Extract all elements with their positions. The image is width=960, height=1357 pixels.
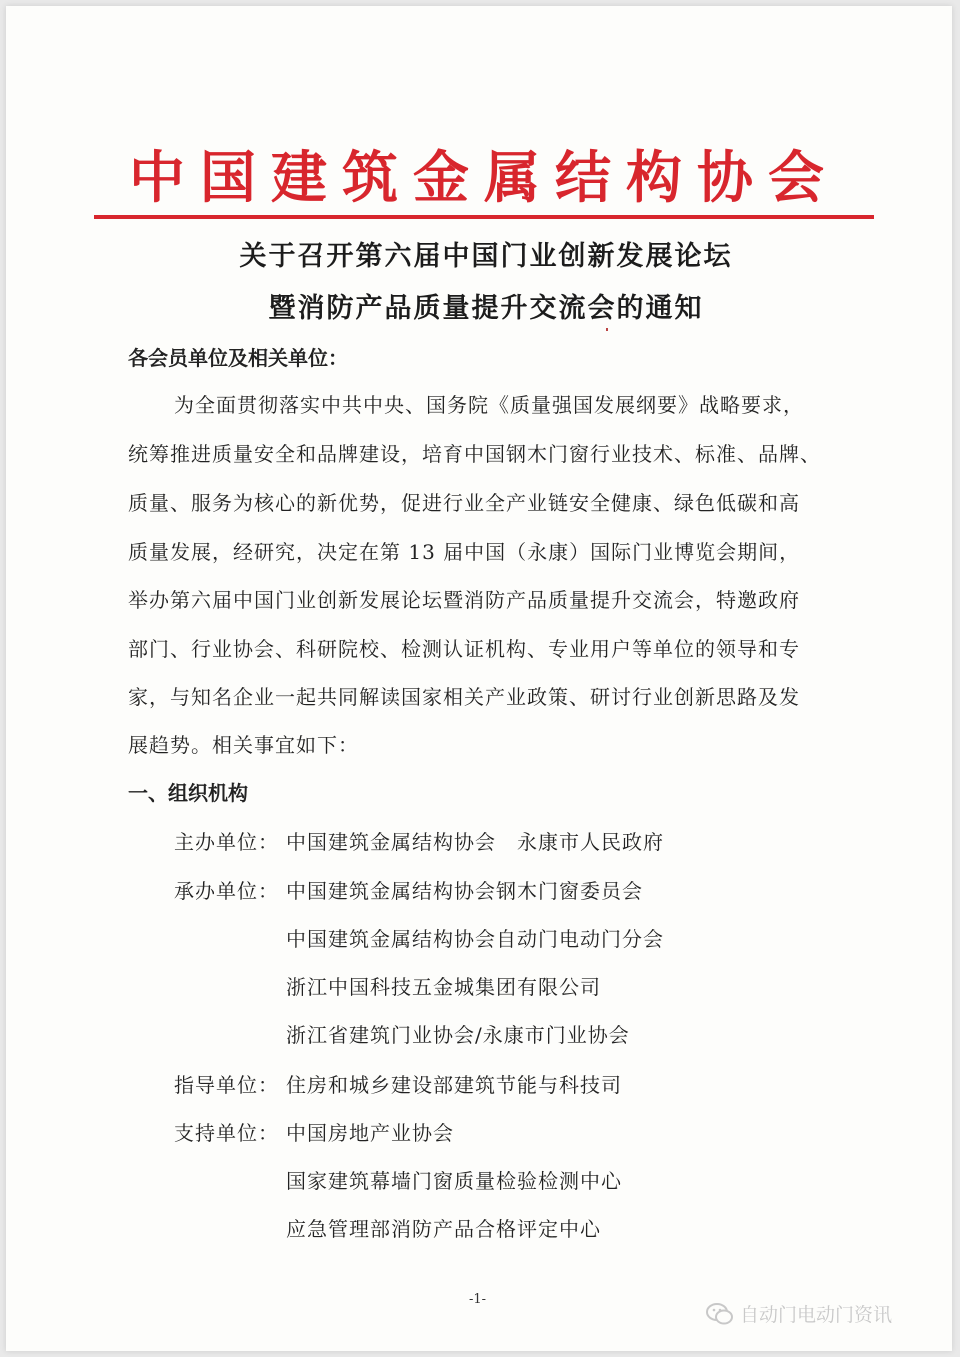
guide-label: 指导单位： bbox=[174, 1073, 279, 1097]
section-heading-organization: 一、组织机构 bbox=[128, 781, 248, 805]
organizer-value: 浙江中国科技五金城集团有限公司 bbox=[286, 975, 601, 999]
host-value: 中国建筑金属结构协会 永康市人民政府 bbox=[286, 830, 664, 854]
salutation: 各会员单位及相关单位： bbox=[128, 346, 348, 370]
body-line: 展趋势。相关事宜如下： bbox=[128, 733, 359, 757]
body-line: 部门、行业协会、科研院校、检测认证机构、专业用户等单位的领导和专 bbox=[128, 637, 800, 661]
wechat-icon bbox=[706, 1302, 734, 1326]
letterhead-org-name: 中国建筑金属结构协会 bbox=[129, 145, 839, 211]
organizer-value: 中国建筑金属结构协会钢木门窗委员会 bbox=[286, 879, 643, 903]
watermark-text: 自动门电动门资讯 bbox=[740, 1304, 893, 1326]
source-watermark bbox=[706, 1300, 892, 1327]
organizer-label: 承办单位： bbox=[174, 879, 279, 903]
letterhead-red-rule bbox=[94, 215, 874, 219]
support-value: 中国房地产业协会 bbox=[286, 1121, 454, 1145]
body-line: 质量、服务为核心的新优势，促进行业全产业链安全健康、绿色低碳和高 bbox=[128, 491, 800, 515]
body-line: 统筹推进质量安全和品牌建设，培育中国钢木门窗行业技术、标准、品牌、 bbox=[128, 442, 821, 466]
notice-title-line-1: 关于召开第六届中国门业创新发展论坛 bbox=[239, 241, 733, 272]
body-line: 举办第六届中国门业创新发展论坛暨消防产品质量提升交流会，特邀政府 bbox=[128, 588, 800, 612]
support-label: 支持单位： bbox=[174, 1121, 279, 1145]
organizer-value: 中国建筑金属结构协会自动门电动门分会 bbox=[286, 927, 664, 951]
guide-value: 住房和城乡建设部建筑节能与科技司 bbox=[286, 1073, 622, 1097]
body-line: 为全面贯彻落实中共中央、国务院《质量强国发展纲要》战略要求， bbox=[174, 393, 804, 417]
page-number: -1- bbox=[469, 1292, 487, 1307]
support-value: 国家建筑幕墙门窗质量检验检测中心 bbox=[286, 1169, 622, 1193]
scan-speck bbox=[606, 328, 608, 331]
host-label: 主办单位： bbox=[174, 830, 279, 854]
support-value: 应急管理部消防产品合格评定中心 bbox=[286, 1217, 601, 1241]
body-line: 家，与知名企业一起共同解读国家相关产业政策、研讨行业创新思路及发 bbox=[128, 685, 800, 709]
body-line: 质量发展，经研究，决定在第 13 届中国（永康）国际门业博览会期间， bbox=[128, 540, 801, 564]
organizer-value: 浙江省建筑门业协会/永康市门业协会 bbox=[286, 1023, 630, 1047]
document-page bbox=[6, 6, 952, 1351]
notice-title-line-2: 暨消防产品质量提升交流会的通知 bbox=[268, 293, 704, 324]
